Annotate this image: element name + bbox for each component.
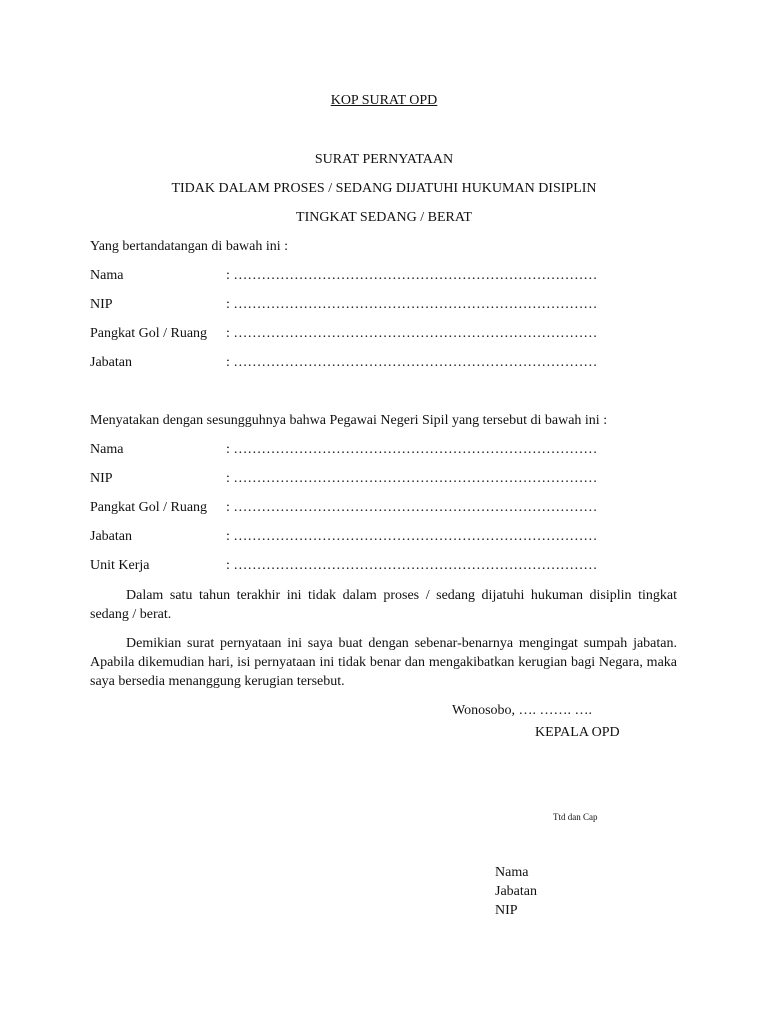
paragraph-2: Demikian surat pernyataan ini saya buat dengan sebenar-benarnya mengingat sumpah jabatan. Apabila dikemudian hari, isi pernyataan ini tidak benar dan mengakibatkan kerugian bagi Negara, maka saya bersedia menanggung kerugian tersebut.: [90, 636, 677, 689]
signer-field-fill: : ……………………………………………………………………: [226, 326, 598, 341]
title-line-1: SURAT PERNYATAAN: [314, 152, 454, 167]
letterhead: KOP SURAT OPD: [330, 93, 438, 108]
employee-field-fill: : ……………………………………………………………………: [226, 529, 598, 544]
place-date: Wonosobo, …. ……. ….: [452, 703, 593, 718]
signer-jabatan-label: Jabatan: [495, 884, 537, 899]
employee-field-fill: : ……………………………………………………………………: [226, 500, 598, 515]
employee-field-label: Unit Kerja: [90, 558, 150, 573]
signer-field-fill: : ……………………………………………………………………: [226, 297, 598, 312]
employee-field-fill: : ……………………………………………………………………: [226, 442, 598, 457]
signer-name-label: Nama: [495, 865, 529, 880]
statement-text: Menyatakan dengan sesungguhnya bahwa Pegawai Negeri Sipil yang tersebut di bawah ini :: [90, 413, 608, 428]
employee-field-label: Nama: [90, 442, 124, 457]
title-line-3: TINGKAT SEDANG / BERAT: [296, 210, 472, 225]
signer-field-label: Nama: [90, 268, 124, 283]
signer-field-fill: : ……………………………………………………………………: [226, 268, 598, 283]
signer-field-fill: : ……………………………………………………………………: [226, 355, 598, 370]
signer-nip-label: NIP: [495, 903, 518, 918]
employee-field-fill: : ……………………………………………………………………: [226, 471, 598, 486]
title-line-2: TIDAK DALAM PROSES / SEDANG DIJATUHI HUKUMAN DISIPLIN: [171, 181, 597, 196]
intro-text: Yang bertandatangan di bawah ini :: [90, 239, 289, 254]
signer-field-label: NIP: [90, 297, 113, 312]
signer-field-label: Jabatan: [90, 355, 132, 370]
employee-field-label: Pangkat Gol / Ruang: [90, 500, 208, 515]
signature-position: KEPALA OPD: [535, 725, 620, 740]
employee-field-label: Jabatan: [90, 529, 132, 544]
signer-field-label: Pangkat Gol / Ruang: [90, 326, 208, 341]
employee-field-label: NIP: [90, 471, 113, 486]
paragraph-1: Dalam satu tahun terakhir ini tidak dalam proses / sedang dijatuhi hukuman disiplin tingkat sedang / berat.: [90, 588, 677, 622]
stamp-note: Ttd dan Cap: [553, 812, 598, 822]
employee-field-fill: : ……………………………………………………………………: [226, 558, 598, 573]
